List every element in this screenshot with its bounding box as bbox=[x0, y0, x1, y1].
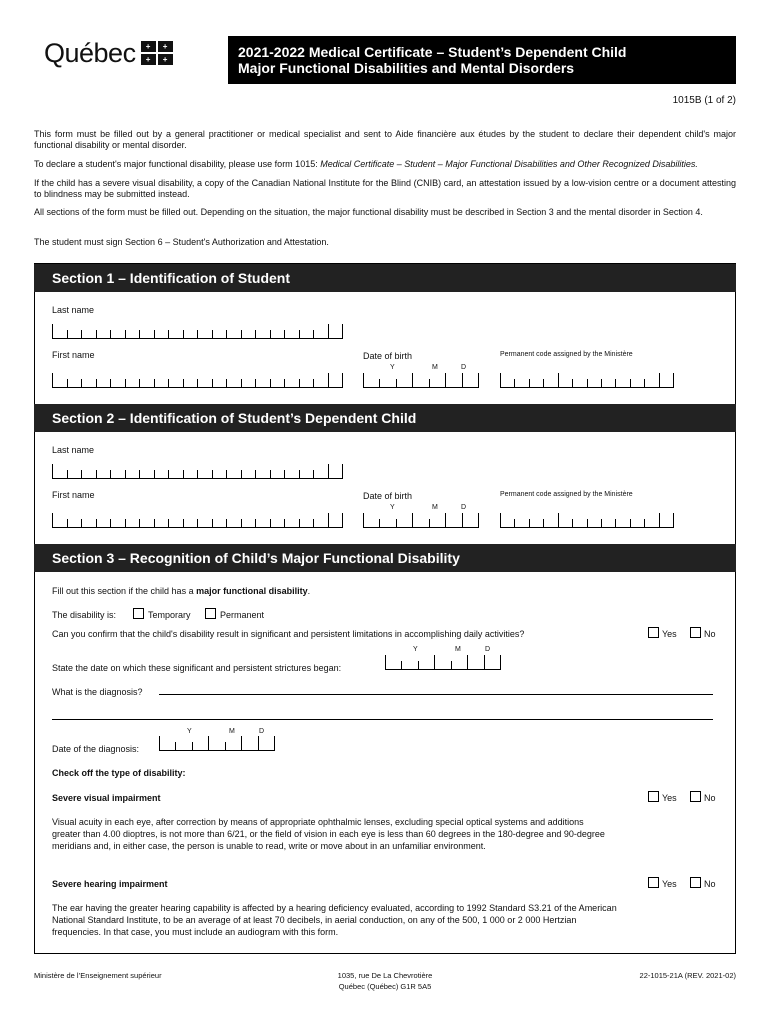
s3-fill-lead: Fill out this section if the child has a bbox=[52, 586, 197, 596]
s3-diagnosis-date-input[interactable] bbox=[159, 736, 275, 751]
hearing-impairment-title: Severe hearing impairment bbox=[52, 879, 168, 889]
s3-fill-instructions bbox=[52, 585, 310, 597]
s1-perm-code-label: Permanent code assigned by the Ministère bbox=[500, 351, 633, 358]
footer-address-line1: 1035, rue De La Chevrotière bbox=[337, 971, 433, 980]
confirm-yes-label: Yes bbox=[662, 629, 677, 639]
intro-p2-italic: Medical Certificate – Student – Major Functional Disabilities and Other Recognized Disabilities. bbox=[320, 159, 698, 169]
intro-p4: All sections of the form must be filled out. Depending on the situation, the major functional disability must be described in Section 3 and the mental disorder in Section 4. bbox=[34, 207, 703, 217]
s3-start-d: D bbox=[485, 646, 491, 653]
footer-ministry: Ministère de l’Enseignement supérieur bbox=[34, 971, 162, 980]
intro-p2-lead: To declare a student's major functional disability, please use form 1015: bbox=[34, 159, 321, 169]
s2-dob-m: M bbox=[432, 504, 438, 511]
visual-no-label: No bbox=[704, 793, 716, 803]
section1-heading: Section 1 – Identification of Student bbox=[34, 264, 736, 292]
s1-perm-code-input[interactable] bbox=[500, 373, 674, 388]
s1-dob-y: Y bbox=[390, 364, 395, 371]
intro-p2 bbox=[34, 159, 736, 170]
visual-yes-label: Yes bbox=[662, 793, 677, 803]
diagnosis-input-line-1[interactable] bbox=[159, 694, 713, 695]
s3-start-m: M bbox=[455, 646, 461, 653]
intro-p5: The student must sign Section 6 – Student's Authorization and Attestation. bbox=[34, 237, 329, 247]
s1-dob-m: M bbox=[432, 364, 438, 371]
s3-diag-y: Y bbox=[187, 728, 192, 735]
s2-first-name-label: First name bbox=[52, 490, 95, 500]
permanent-checkbox[interactable] bbox=[205, 608, 216, 619]
temporary-checkbox[interactable] bbox=[133, 608, 144, 619]
s2-perm-code-label: Permanent code assigned by the Ministère bbox=[500, 491, 633, 498]
intro-p1: This form must be filled out by a general practitioner or medical specialist and sent to Aide financière aux études by the student to declare their dependent child's major functional disability or mental disorder. bbox=[34, 129, 736, 150]
visual-impairment-title: Severe visual impairment bbox=[52, 793, 161, 803]
hearing-no-label: No bbox=[704, 879, 716, 889]
s3-fill-bold: major functional disability bbox=[196, 586, 308, 596]
s3-diag-d: D bbox=[259, 728, 265, 735]
intro-p3: If the child has a severe visual disability, a copy of the Canadian National Institute for the Blind (CNIB) card, an attestation issued by a low-vision centre or a document attesting to blindness may be submitted instead. bbox=[34, 178, 736, 199]
s1-first-name-label: First name bbox=[52, 350, 95, 360]
confirm-no-checkbox[interactable] bbox=[690, 627, 701, 638]
hearing-no-checkbox[interactable] bbox=[690, 877, 701, 888]
s3-diagnosis-label: What is the diagnosis? bbox=[52, 687, 143, 697]
s1-last-name-label: Last name bbox=[52, 305, 95, 315]
confirm-no-label: No bbox=[704, 629, 716, 639]
s2-first-name-input[interactable] bbox=[52, 513, 343, 528]
s3-start-y: Y bbox=[413, 646, 418, 653]
section2-heading: Section 2 – Identification of Student’s Dependent Child bbox=[34, 404, 736, 432]
form-title bbox=[228, 36, 736, 84]
visual-yes-checkbox[interactable] bbox=[648, 791, 659, 802]
temporary-label: Temporary bbox=[148, 610, 191, 620]
s2-dob-label: Date of birth bbox=[363, 491, 413, 501]
s2-dob-input[interactable] bbox=[363, 513, 479, 528]
fleurdelise-icon: + + + + bbox=[141, 41, 173, 65]
footer-form-code: 22-1015-21A (REV. 2021-02) bbox=[639, 971, 736, 980]
s1-first-name-input[interactable] bbox=[52, 373, 343, 388]
s2-perm-code-input[interactable] bbox=[500, 513, 674, 528]
footer-address-line2: Québec (Québec) G1R 5A5 bbox=[338, 982, 432, 991]
s3-start-date-input[interactable] bbox=[385, 655, 501, 670]
s3-check-type-label: Check off the type of disability: bbox=[52, 768, 186, 778]
s3-disability-is-label: The disability is: bbox=[52, 610, 117, 620]
hearing-yes-checkbox[interactable] bbox=[648, 877, 659, 888]
s1-dob-d: D bbox=[461, 364, 467, 371]
section3-heading: Section 3 – Recognition of Child’s Major Functional Disability bbox=[34, 544, 736, 572]
s3-state-date-label: State the date on which these significant and persistent strictures began: bbox=[52, 663, 342, 673]
s2-last-name-input[interactable] bbox=[52, 464, 343, 479]
s2-dob-d: D bbox=[461, 504, 467, 511]
s3-diagnosis-date-label: Date of the diagnosis: bbox=[52, 744, 140, 754]
s3-diag-m: M bbox=[229, 728, 235, 735]
s3-fill-end: . bbox=[307, 586, 311, 596]
visual-no-checkbox[interactable] bbox=[690, 791, 701, 802]
s3-confirm-question: Can you confirm that the child's disability result in significant and persistent limitations in accomplishing daily activities? bbox=[52, 629, 525, 639]
confirm-yes-checkbox[interactable] bbox=[648, 627, 659, 638]
s1-dob-input[interactable] bbox=[363, 373, 479, 388]
hearing-yes-label: Yes bbox=[662, 879, 677, 889]
title-line-2: Major Functional Disabilities and Mental Disorders bbox=[238, 60, 575, 76]
form-number: 1015B (1 of 2) bbox=[672, 95, 736, 106]
quebec-logo bbox=[44, 36, 173, 70]
s1-last-name-input[interactable] bbox=[52, 324, 343, 339]
title-line-1: 2021-2022 Medical Certificate – Student’s Dependent Child bbox=[238, 44, 627, 60]
s2-dob-y: Y bbox=[390, 504, 395, 511]
s2-last-name-label: Last name bbox=[52, 445, 95, 455]
visual-impairment-text: Visual acuity in each eye, after correction by means of appropriate ophthalmic lenses, excluding special optical systems and additions greater than 4.00 dioptres, is not more than 6/21, or the field of vision in each eye is less than 60 degrees in the 180-degree and 90-degree meridians and, in either case, the person is unable to read, write or move about in an unfamiliar environment. bbox=[52, 817, 605, 851]
s1-dob-label: Date of birth bbox=[363, 351, 413, 361]
diagnosis-input-line-2[interactable] bbox=[52, 719, 713, 720]
hearing-impairment-text: The ear having the greater hearing capability is affected by a hearing deficiency evaluated, according to 1992 Standard S3.21 of the American National Standard Institute, to be an average of at least 70 decibels, in aerial conduction, on any of the 500, 1 000 or 2 000 Hertzian frequencies. In that case, you must include an audiogram with this form. bbox=[52, 903, 617, 937]
logo-wordmark: Québec bbox=[44, 37, 136, 68]
permanent-label: Permanent bbox=[220, 610, 265, 620]
